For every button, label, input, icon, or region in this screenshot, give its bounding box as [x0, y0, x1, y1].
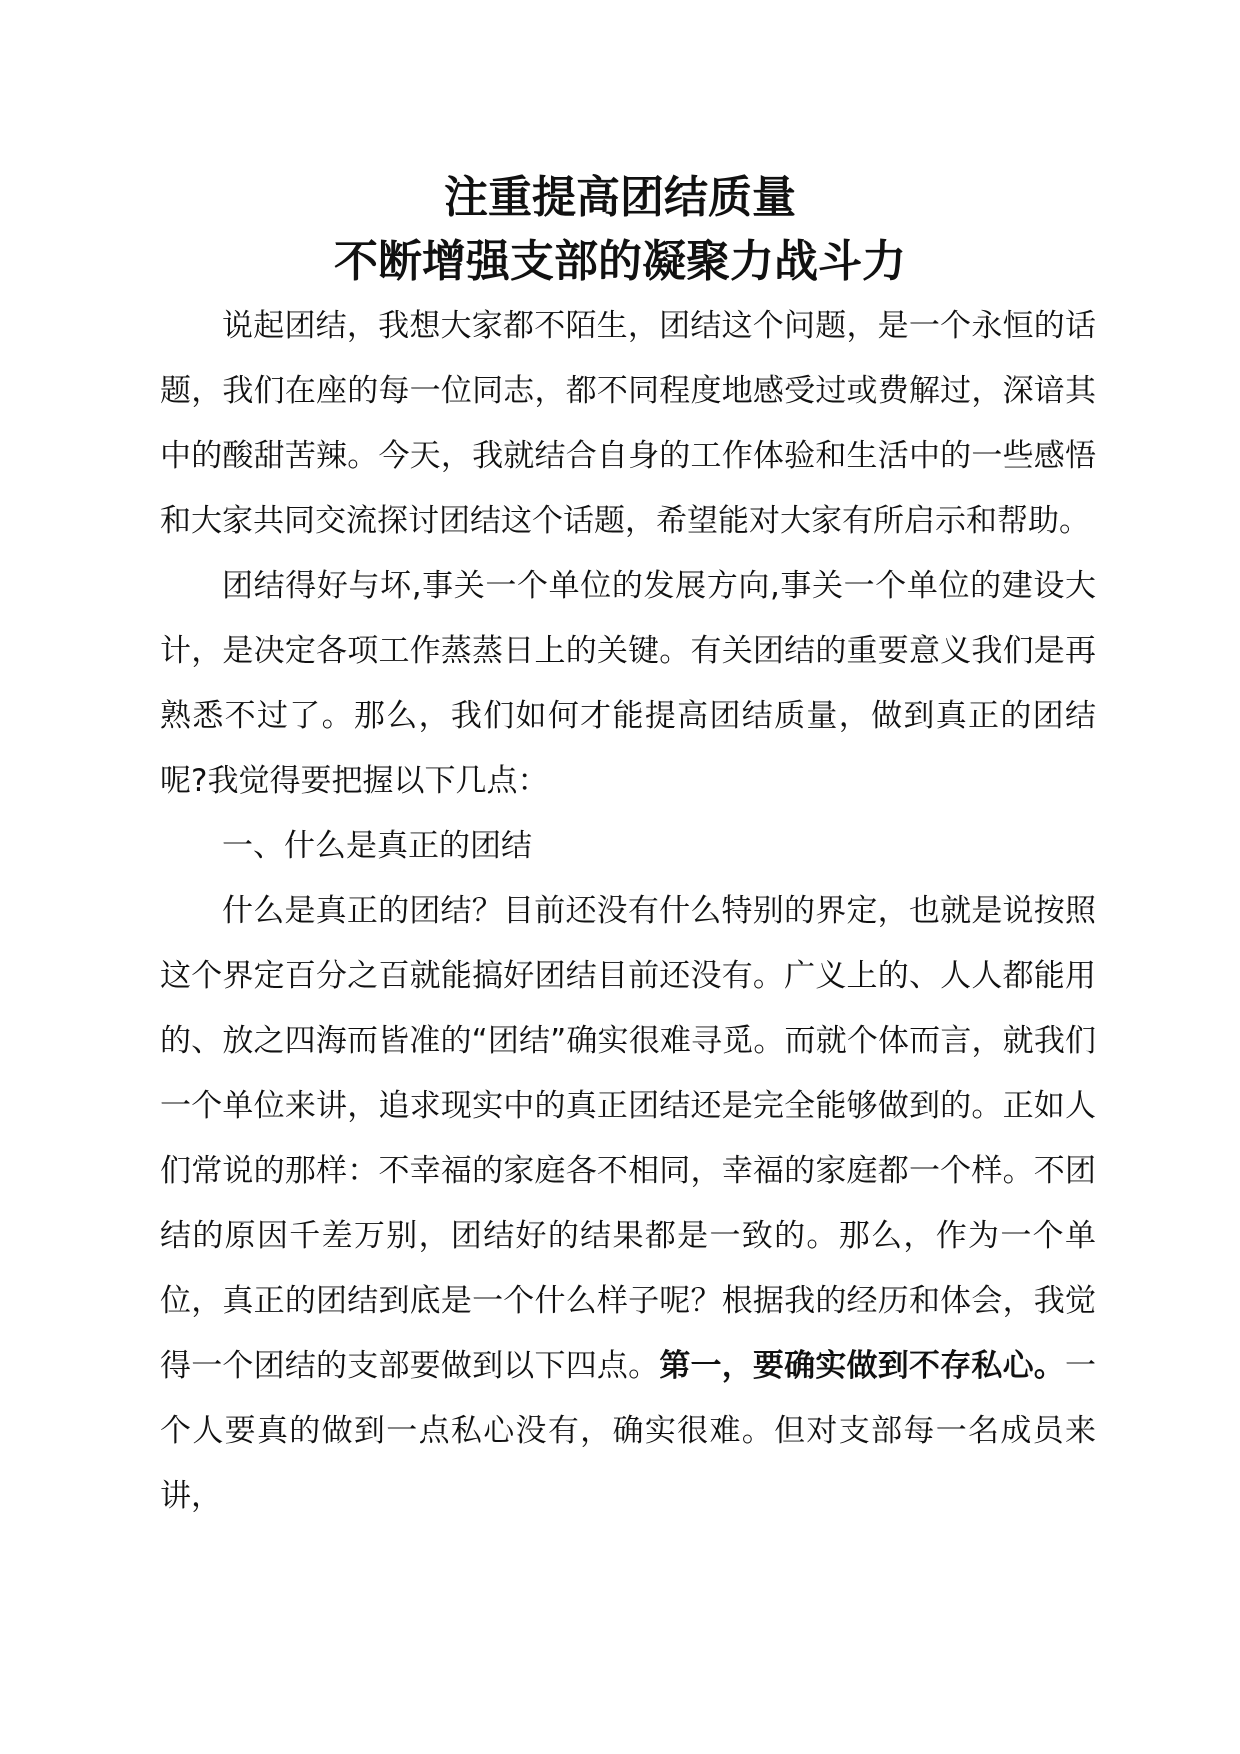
paragraph-importance: 团结得好与坏,事关一个单位的发展方向,事关一个单位的建设大计，是决定各项工作蒸蒸日上的关键。有关团结的重要意义我们是再熟悉不过了。那么，我们如何才能提高团结质量，做到真正的团结呢?我觉得要把握以下几点：	[160, 568, 1096, 799]
paragraph-true-unity-continued: 一个人要真的做到一点私心没有，确实很难。但对支部每一名成员来讲，	[160, 1348, 1097, 1514]
point-one-bold: 第一，要确实做到不存私心。	[659, 1348, 1066, 1384]
paragraph-true-unity-text: 什么是真正的团结？目前还没有什么特别的界定，也就是说按照这个界定百分之百就能搞好团结目前还没有。广义上的、人人都能用的、放之四海而皆准的“团结”确实很难寻觅。而就个体而言，就我们一个单位来讲，追求现实中的真正团结还是完全能够做到的。正如人们常说的那样：不幸福的家庭各不相同，幸福的家庭都一个样。不团结的原因千差万别，团结好的结果都是一致的。那么，作为一个单位，真正的团结到底是一个什么样子呢？根据我的经历和体会，我觉得一个团结的支部要做到以下四点。	[160, 893, 1096, 1384]
document-title	[0, 166, 1240, 294]
title-line-1: 注重提高团结质量	[444, 172, 796, 223]
title-line-2: 不断增强支部的凝聚力战斗力	[334, 236, 906, 287]
paragraph-true-unity	[160, 879, 1096, 1529]
paragraph-intro: 说起团结，我想大家都不陌生，团结这个问题，是一个永恒的话题，我们在座的每一位同志，都不同程度地感受过或费解过，深谙其中的酸甜苦辣。今天，我就结合自身的工作体验和生活中的一些感悟和大家共同交流探讨团结这个话题，希望能对大家有所启示和帮助。	[160, 308, 1096, 539]
document-body	[160, 294, 1096, 1529]
section-heading-1: 一、什么是真正的团结	[222, 828, 532, 864]
